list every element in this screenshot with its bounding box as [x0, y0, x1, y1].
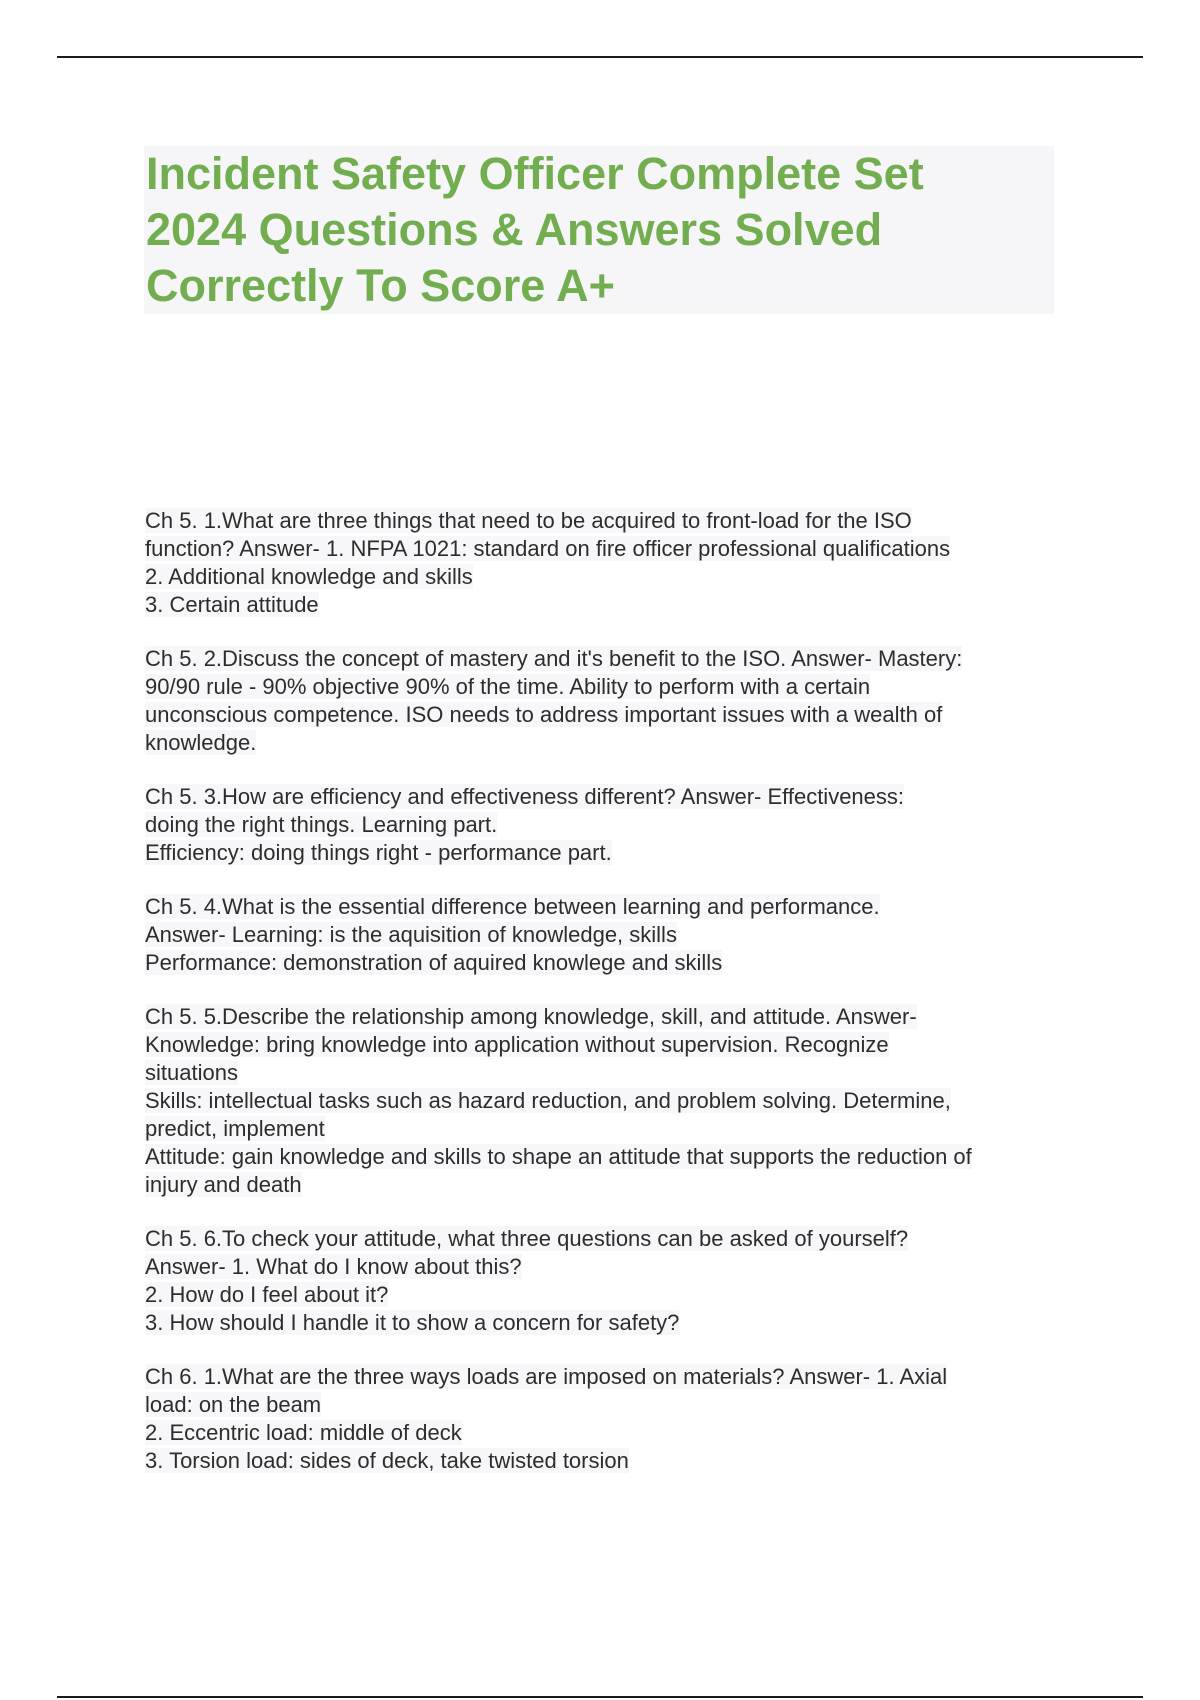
qa-line: [145, 701, 1065, 729]
qa-text: Answer- Learning: is the aquisition of knowledge, skills: [145, 922, 677, 947]
qa-line: [145, 729, 1065, 757]
qa-text: function? Answer- 1. NFPA 1021: standard on fire officer professional qualifications: [145, 536, 951, 561]
qa-item: [145, 1225, 1065, 1337]
qa-line: [145, 1115, 1065, 1143]
qa-line: [145, 1143, 1065, 1171]
qa-line: [145, 1391, 1065, 1419]
qa-text: load: on the beam: [145, 1392, 322, 1417]
qa-text: Performance: demonstration of aquired knowlege and skills: [145, 950, 723, 975]
qa-text: Skills: intellectual tasks such as hazard reduction, and problem solving. Determine,: [145, 1088, 951, 1113]
qa-line: [145, 921, 1065, 949]
qa-text: Answer- 1. What do I know about this?: [145, 1254, 522, 1279]
qa-line: [145, 645, 1065, 673]
qa-text: unconscious competence. ISO needs to address important issues with a wealth of: [145, 702, 943, 727]
qa-item: [145, 1363, 1065, 1475]
qa-line: [145, 673, 1065, 701]
qa-line: [145, 839, 1065, 867]
title-line-2: 2024 Questions & Answers Solved: [146, 204, 883, 255]
qa-line: [145, 535, 1065, 563]
qa-item: [145, 1003, 1065, 1199]
qa-text: Ch 5. 5.Describe the relationship among knowledge, skill, and attitude. Answer-: [145, 1004, 917, 1029]
qa-text: knowledge.: [145, 730, 257, 755]
qa-line: [145, 949, 1065, 977]
qa-text: doing the right things. Learning part.: [145, 812, 498, 837]
qa-text: Knowledge: bring knowledge into application without supervision. Recognize: [145, 1032, 889, 1057]
qa-text: Ch 5. 3.How are efficiency and effectiveness different? Answer- Effectiveness:: [145, 784, 905, 809]
qa-text: Ch 5. 6.To check your attitude, what three questions can be asked of yourself?: [145, 1226, 909, 1251]
qa-text: 2. Additional knowledge and skills: [145, 564, 473, 589]
qa-line: [145, 1225, 1065, 1253]
qa-line: [145, 1059, 1065, 1087]
qa-text: Efficiency: doing things right - performance part.: [145, 840, 612, 865]
top-rule: [57, 56, 1143, 58]
qa-text: 3. Torsion load: sides of deck, take twisted torsion: [145, 1448, 629, 1473]
qa-line: [145, 1087, 1065, 1115]
qa-line: [145, 507, 1065, 535]
qa-item: [145, 507, 1065, 619]
qa-line: [145, 893, 1065, 921]
document-title: [144, 146, 1054, 314]
qa-text: Ch 5. 2.Discuss the concept of mastery and it's benefit to the ISO. Answer- Mastery:: [145, 646, 963, 671]
qa-line: [145, 1281, 1065, 1309]
qa-text: 2. Eccentric load: middle of deck: [145, 1420, 462, 1445]
qa-text: Attitude: gain knowledge and skills to shape an attitude that supports the reduction of: [145, 1144, 972, 1169]
qa-text: 3. Certain attitude: [145, 592, 319, 617]
qa-line: [145, 1031, 1065, 1059]
qa-line: [145, 1419, 1065, 1447]
qa-line: [145, 1447, 1065, 1475]
qa-text: 3. How should I handle it to show a concern for safety?: [145, 1310, 680, 1335]
bottom-rule: [57, 1696, 1143, 1698]
qa-text: 90/90 rule - 90% objective 90% of the time. Ability to perform with a certain: [145, 674, 871, 699]
qa-line: [145, 811, 1065, 839]
qa-text: 2. How do I feel about it?: [145, 1282, 389, 1307]
title-line-1: Incident Safety Officer Complete Set: [146, 148, 924, 199]
qa-text: injury and death: [145, 1172, 302, 1197]
qa-item: [145, 783, 1065, 867]
qa-line: [145, 783, 1065, 811]
qa-text: Ch 5. 1.What are three things that need to be acquired to front-load for the ISO: [145, 508, 912, 533]
qa-line: [145, 591, 1065, 619]
qa-list: [145, 507, 1065, 1501]
qa-line: [145, 1253, 1065, 1281]
qa-line: [145, 1171, 1065, 1199]
qa-text: predict, implement: [145, 1116, 325, 1141]
qa-text: Ch 5. 4.What is the essential difference between learning and performance.: [145, 894, 880, 919]
qa-line: [145, 1309, 1065, 1337]
qa-text: situations: [145, 1060, 238, 1085]
title-line-3: Correctly To Score A+: [146, 260, 615, 311]
qa-line: [145, 563, 1065, 591]
qa-line: [145, 1363, 1065, 1391]
qa-item: [145, 645, 1065, 757]
qa-line: [145, 1003, 1065, 1031]
qa-text: Ch 6. 1.What are the three ways loads are imposed on materials? Answer- 1. Axial: [145, 1364, 948, 1389]
qa-item: [145, 893, 1065, 977]
